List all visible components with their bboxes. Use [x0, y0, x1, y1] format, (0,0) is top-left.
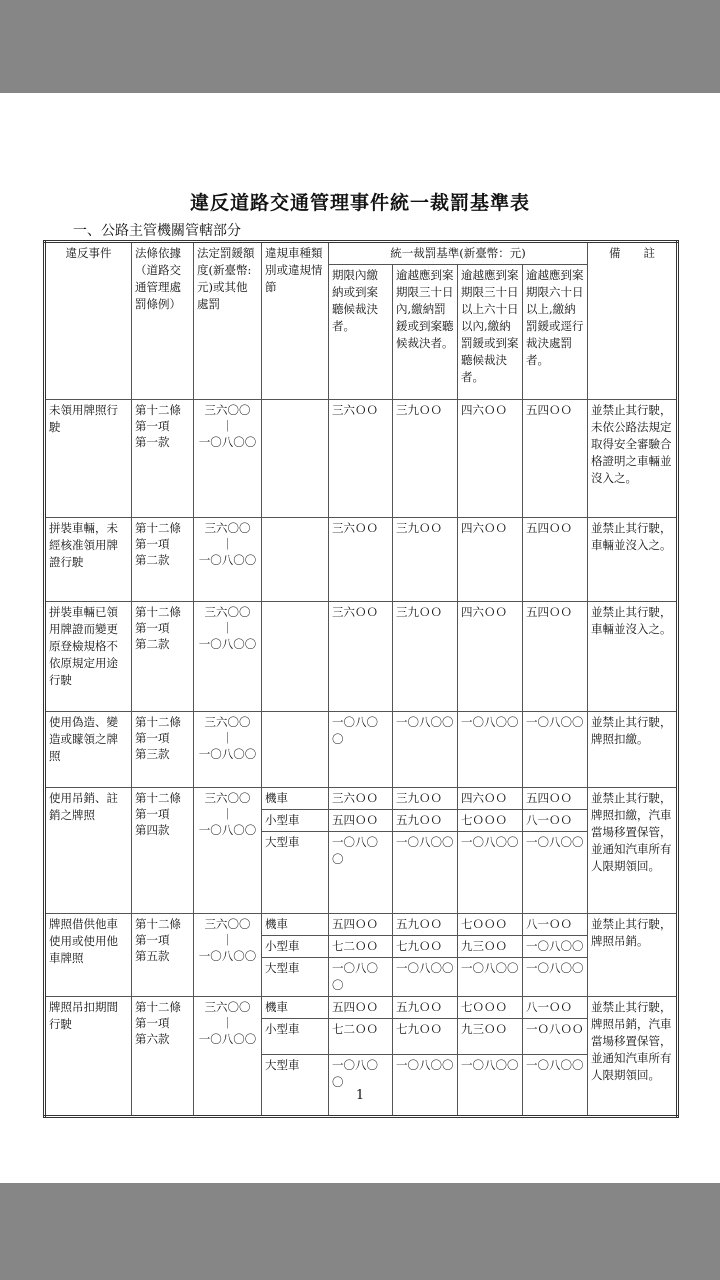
- cell-amount-c: 四六ＯＯ: [458, 400, 523, 518]
- header-col-a: 期限內繳納或到案聽候裁決者。: [329, 265, 393, 400]
- cell-amount-b: 一〇八〇〇: [393, 958, 458, 997]
- cell-amount-c: 一〇八〇〇: [458, 958, 523, 997]
- cell-amount-b: 一〇八〇〇: [393, 832, 458, 914]
- cell-remarks: 並禁止其行駛，未依公路法規定取得安全審驗合格證明之車輛並沒入之。: [588, 400, 678, 518]
- cell-amount-b: 一〇八〇〇: [393, 1055, 458, 1117]
- cell-law: 第十二條 第一項 第二款: [132, 602, 194, 712]
- cell-amount-c: 四六ＯＯ: [458, 518, 523, 602]
- cell-law: 第十二條 第一項 第四款: [132, 788, 194, 914]
- document-page: [0, 93, 720, 1183]
- header-violation: 違反事件: [45, 242, 132, 400]
- cell-amount-a: 一〇八〇〇: [329, 832, 393, 914]
- cell-amount-b: 五九ＯＯ: [393, 914, 458, 936]
- table-row: [45, 914, 678, 936]
- cell-amount-b: 五九ＯＯ: [393, 997, 458, 1019]
- cell-amount-a: 三六ＯＯ: [329, 518, 393, 602]
- penalty-table: [43, 240, 679, 1118]
- cell-amount-a: 一〇八〇〇: [329, 1055, 393, 1117]
- cell-amount-d: 一〇八〇〇: [523, 712, 588, 788]
- cell-amount-d: 五四ＯＯ: [523, 518, 588, 602]
- cell-fine: 三六〇〇 ｜ 一〇八〇〇: [194, 602, 262, 712]
- cell-amount-a: 一〇八〇〇: [329, 712, 393, 788]
- cell-violation: 牌照借供他車使用或使用他車牌照: [45, 914, 132, 997]
- cell-amount-d: 一〇八〇〇: [523, 1055, 588, 1117]
- cell-amount-d: 八一ＯＯ: [523, 810, 588, 832]
- header-col-d: 逾越應到案期限六十日以上,繳納罰鍰或逕行裁決處罰者。: [523, 265, 588, 400]
- cell-amount-c: 四六ＯＯ: [458, 602, 523, 712]
- cell-violation: 未領用牌照行駛: [45, 400, 132, 518]
- cell-amount-c: 一〇八〇〇: [458, 832, 523, 914]
- cell-vehicle: 機車: [262, 914, 329, 936]
- cell-law: 第十二條 第一項 第二款: [132, 518, 194, 602]
- cell-fine: 三六〇〇 ｜ 一〇八〇〇: [194, 518, 262, 602]
- cell-remarks: 並禁止其行駛，牌照吊銷。: [588, 914, 678, 997]
- cell-vehicle: [262, 400, 329, 518]
- page-number: 1: [355, 1088, 365, 1103]
- cell-vehicle: [262, 712, 329, 788]
- cell-amount-d: 一〇八〇〇: [523, 936, 588, 958]
- cell-amount-d: 五四ＯＯ: [523, 400, 588, 518]
- cell-vehicle: 小型車: [262, 810, 329, 832]
- header-col-c: 逾越應到案期限三十日以上六十日以內,繳納罰鍰或到案聽候裁決者。: [458, 265, 523, 400]
- cell-amount-a: 一〇八〇〇: [329, 958, 393, 997]
- section-heading: 一、公路主管機關管轄部分: [73, 223, 241, 239]
- cell-fine: 三六〇〇 ｜ 一〇八〇〇: [194, 788, 262, 914]
- cell-amount-b: 三九ＯＯ: [393, 518, 458, 602]
- cell-law: 第十二條 第一項 第一款: [132, 400, 194, 518]
- cell-vehicle: 大型車: [262, 832, 329, 914]
- cell-amount-a: 七二ＯＯ: [329, 1019, 393, 1055]
- cell-fine: 三六〇〇 ｜ 一〇八〇〇: [194, 712, 262, 788]
- cell-amount-c: 四六ＯＯ: [458, 788, 523, 810]
- cell-amount-a: 五四ＯＯ: [329, 997, 393, 1019]
- header-fine-amount: 法定罰鍰額度(新臺幣:元)或其他處罰: [194, 242, 262, 400]
- cell-remarks: 並禁止其行駛，車輛並沒入之。: [588, 602, 678, 712]
- table-row: [45, 602, 678, 712]
- table-row: [45, 518, 678, 602]
- cell-vehicle: 機車: [262, 997, 329, 1019]
- table-row: [45, 400, 678, 518]
- cell-amount-a: 三六ＯＯ: [329, 400, 393, 518]
- cell-amount-b: 五九ＯＯ: [393, 810, 458, 832]
- cell-vehicle: [262, 602, 329, 712]
- cell-amount-c: 七ＯＯＯ: [458, 810, 523, 832]
- cell-amount-a: 五四ＯＯ: [329, 810, 393, 832]
- table-row: [45, 788, 678, 810]
- header-col-b: 逾越應到案期限三十日內,繳納罰鍰或到案聽候裁決者。: [393, 265, 458, 400]
- header-standard-group: 統一裁罰基準(新臺幣：元): [329, 242, 588, 265]
- cell-fine: 三六〇〇 ｜ 一〇八〇〇: [194, 400, 262, 518]
- table-row: [45, 997, 678, 1019]
- cell-vehicle: [262, 518, 329, 602]
- header-legal-basis: 法條依據（道路交通管理處罰條例）: [132, 242, 194, 400]
- cell-law: 第十二條 第一項 第三款: [132, 712, 194, 788]
- cell-amount-c: 七ＯＯＯ: [458, 997, 523, 1019]
- cell-law: 第十二條 第一項 第六款: [132, 997, 194, 1117]
- cell-violation: 拼裝車輛，未經核准領用牌證行駛: [45, 518, 132, 602]
- cell-violation: 使用吊銷、註銷之牌照: [45, 788, 132, 914]
- cell-remarks: 並禁止其行駛，牌照扣繳。: [588, 712, 678, 788]
- header-remarks: 備 註: [588, 242, 678, 400]
- cell-amount-a: 五四ＯＯ: [329, 914, 393, 936]
- cell-amount-b: 七九ＯＯ: [393, 1019, 458, 1055]
- cell-amount-c: 一〇八〇〇: [458, 1055, 523, 1117]
- cell-violation: 使用偽造、變造或矇領之牌照: [45, 712, 132, 788]
- cell-amount-d: 八一ＯＯ: [523, 914, 588, 936]
- cell-amount-b: 一〇八〇〇: [393, 712, 458, 788]
- cell-amount-a: 七二ＯＯ: [329, 936, 393, 958]
- cell-amount-d: 五四ＯＯ: [523, 602, 588, 712]
- cell-amount-d: 一〇八〇〇: [523, 832, 588, 914]
- cell-amount-c: 九三ＯＯ: [458, 1019, 523, 1055]
- cell-amount-b: 三九ＯＯ: [393, 602, 458, 712]
- cell-law: 第十二條 第一項 第五款: [132, 914, 194, 997]
- cell-amount-b: 三九ＯＯ: [393, 788, 458, 810]
- header-vehicle-type: 違規車種類別或違規情節: [262, 242, 329, 400]
- cell-amount-d: 一Ｏ八ＯＯ: [523, 1019, 588, 1055]
- cell-amount-d: 八一ＯＯ: [523, 997, 588, 1019]
- cell-amount-b: 七九ＯＯ: [393, 936, 458, 958]
- cell-remarks: 並禁止其行駛，牌照吊銷，汽車當場移置保管，並通知汽車所有人限期領回。: [588, 997, 678, 1117]
- cell-amount-b: 三九ＯＯ: [393, 400, 458, 518]
- cell-remarks: 並禁止其行駛，車輛並沒入之。: [588, 518, 678, 602]
- cell-vehicle: 小型車: [262, 936, 329, 958]
- table-row: [45, 712, 678, 788]
- cell-remarks: 並禁止其行駛，牌照扣繳，汽車當場移置保管，並通知汽車所有人限期領回。: [588, 788, 678, 914]
- cell-fine: 三六〇〇 ｜ 一〇八〇〇: [194, 997, 262, 1117]
- cell-violation: 牌照吊扣期間行駛: [45, 997, 132, 1117]
- cell-vehicle: 機車: [262, 788, 329, 810]
- cell-amount-c: 七ＯＯＯ: [458, 914, 523, 936]
- cell-amount-a: 三六ＯＯ: [329, 788, 393, 810]
- document-title: 違反道路交通管理事件統一裁罰基準表: [189, 192, 530, 214]
- cell-amount-c: 一〇八〇〇: [458, 712, 523, 788]
- cell-vehicle: 小型車: [262, 1019, 329, 1055]
- cell-vehicle: 大型車: [262, 1055, 329, 1117]
- cell-amount-a: 三六ＯＯ: [329, 602, 393, 712]
- cell-fine: 三六〇〇 ｜ 一〇八〇〇: [194, 914, 262, 997]
- cell-amount-c: 九三ＯＯ: [458, 936, 523, 958]
- cell-violation: 拼裝車輛已領用牌證而變更原登檢規格不依原規定用途行駛: [45, 602, 132, 712]
- cell-vehicle: 大型車: [262, 958, 329, 997]
- cell-amount-d: 一〇八〇〇: [523, 958, 588, 997]
- cell-amount-d: 五四ＯＯ: [523, 788, 588, 810]
